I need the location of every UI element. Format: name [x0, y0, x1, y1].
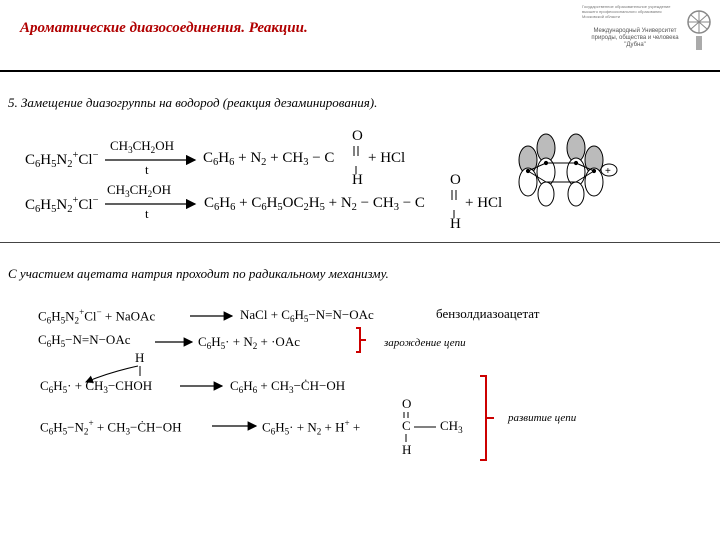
r1-hcl: + HCl: [368, 150, 406, 166]
r1-reactant: $C_6H_5N_2^+Cl^-$: [25, 150, 99, 170]
p-orbital-diagram: [519, 134, 617, 206]
e3-h-abstraction-arrow: [86, 366, 138, 382]
e4-carbon: C: [402, 418, 411, 433]
r1-oxygen: O: [352, 128, 363, 144]
bracket-propagation: [480, 376, 494, 460]
r2-below-arrow: t: [145, 206, 149, 221]
e1-product-name: бензолдиазоацетат: [436, 306, 540, 321]
section-heading: 5. Замещение диазогруппы на водород (реакция дезаминирования).: [8, 95, 378, 110]
label-propagation: развитие цепи: [508, 412, 577, 424]
r2-products: $C_6H_6 + C_6H_5OC_2H_5 + N_2 - CH_3 - C$: [204, 195, 425, 213]
e2-products: $C_6H_5\cdot + N_2 + \cdot OAc$: [198, 334, 300, 351]
r2-hydrogen: H: [450, 216, 461, 232]
r2-oxygen: O: [450, 172, 461, 188]
e3-products: $C_6H_6$ + $CH_3-ĊH-OH$: [230, 378, 346, 395]
radical-heading: С участием ацетата натрия проходит по радикальному механизму.: [8, 266, 389, 281]
label-initiation: зарождение цепи: [384, 337, 466, 349]
r1-above-arrow: $CH_3CH_2OH$: [110, 138, 174, 155]
r1-below-arrow: t: [145, 162, 149, 177]
e4-hydrogen: H: [402, 442, 412, 457]
r2-hcl: + HCl: [465, 195, 503, 211]
e4-products: $C_6H_5\cdot + N_2 + H^+$ +: [262, 418, 361, 437]
e1-reactants: $C_6H_5N_2^+Cl^-$ + NaOAc: [38, 307, 156, 326]
e3-reactants: $C_6H_5\cdot$ + $CH_3-CHOH$: [40, 378, 153, 395]
r2-above-arrow: $CH_3CH_2OH$: [107, 182, 171, 199]
logo-university-name: Международный Университет природы, общества и человека "Дубна": [591, 28, 679, 48]
e4-methyl: $CH_3$: [440, 418, 463, 435]
r1-hydrogen: H: [352, 172, 363, 188]
orbital-plus-sign: +: [605, 166, 611, 177]
e2-reactant: $C_6H_5-N=N-OAc$: [38, 332, 131, 349]
e4-oxygen: O: [402, 396, 412, 411]
r2-reactant: $C_6H_5N_2^+Cl^-$: [25, 195, 99, 215]
e1-products: NaCl + $C_6H_5-N=N-OAc$: [240, 307, 374, 324]
e4-reactants: $C_6H_5-N_2^+$ + $CH_3-ĊH-OH$: [40, 418, 182, 437]
page-title: Ароматические диазосоединения. Реакции.: [20, 20, 308, 36]
r1-products: $C_6H_6 + N_2 + CH_3 - C$: [203, 150, 335, 168]
logo-small-text: Государственное образовательное учреждение высшего профессионального образования Московской области: [582, 4, 671, 19]
bracket-initiation: [356, 328, 366, 352]
e3-hydrogen: H: [135, 350, 145, 365]
